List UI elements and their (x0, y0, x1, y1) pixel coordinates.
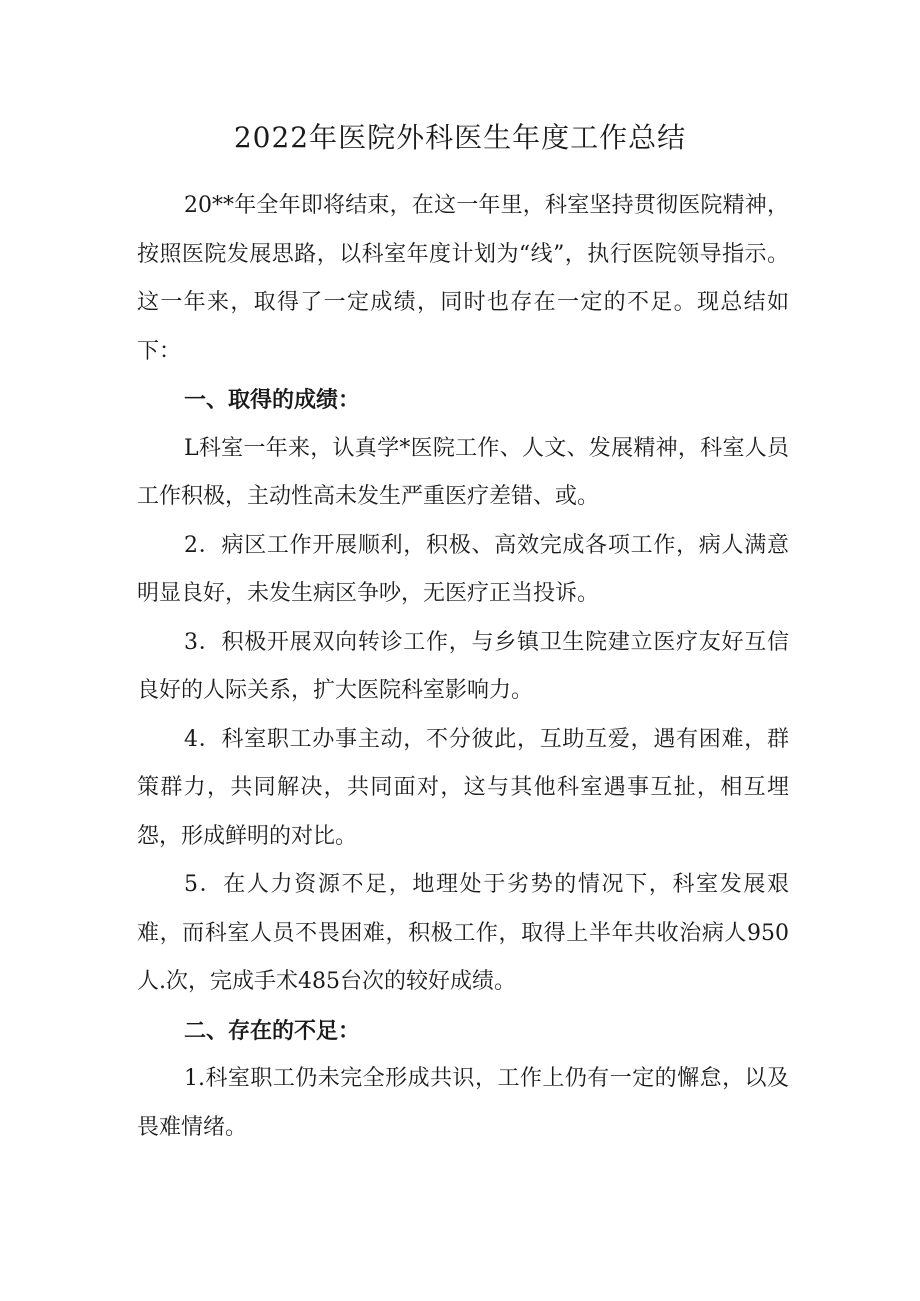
achievement-item-2: 2．病区工作开展顺利，积极、高效完成各项工作，病人满意明显良好，未发生病区争吵，无医疗正当投诉。 (137, 532, 789, 606)
section-heading-achievements: 一、取得的成绩： (184, 387, 361, 413)
achievement-item-3: 3．积极开展双向转诊工作，与乡镇卫生院建立医疗友好互信良好的人际关系，扩大医院科室影响力。 (137, 629, 789, 703)
intro-paragraph: 20**年全年即将结束，在这一年里，科室坚持贯彻医院精神，按照医院发展思路，以科室年度计划为“线”，执行医院领导指示。这一年来，取得了一定成绩，同时也存在一定的不足。现总结如下： (137, 193, 789, 364)
section-heading-shortcomings: 二、存在的不足： (184, 1017, 361, 1044)
achievement-item-5: 5．在人力资源不足，地理处于劣势的情况下，科室发展艰难，而科室人员不畏困难，积极工作，取得上半年共收治病人950人.次，完成手术485台次的较好成绩。 (137, 872, 789, 994)
document-title: 2022年医院外科医生年度工作总结 (233, 121, 687, 154)
document-body (137, 182, 789, 1152)
achievement-item-4: 4．科室职工办事主动，不分彼此，互助互爱，遇有困难，群策群力，共同解决，共同面对，这与其他科室遇事互扯，相互埋怨，形成鲜明的对比。 (137, 726, 789, 849)
achievement-item-1: L科室一年来，认真学*医院工作、人文、发展精神，科室人员工作积极，主动性高未发生严重医疗差错、或。 (137, 435, 789, 509)
shortcoming-item-1: 1.科室职工仍未完全形成共识，工作上仍有一定的懈怠，以及畏难情绪。 (137, 1066, 789, 1140)
